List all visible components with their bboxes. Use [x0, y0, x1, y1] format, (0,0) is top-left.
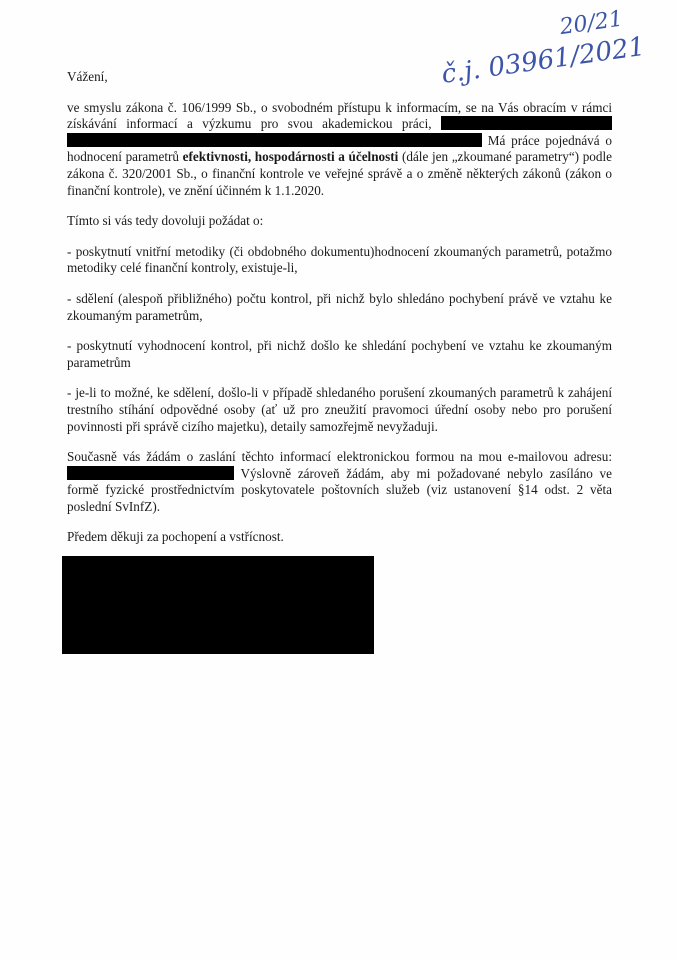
delivery-paragraph: [67, 449, 612, 515]
request-intro: Tímto si vás tedy dovoluji požádat o:: [67, 213, 264, 229]
intro-text-a: ve smyslu zákona č. 106/1999 Sb., o svobodném přístupu k informacím, se na Vás obracím v rámci získávání informací a výzkumu pro svou akademickou práci,: [67, 99, 612, 132]
intro-text-b: Má práce pojednává o hodnocení parametrů: [67, 132, 612, 165]
intro-bold-terms: efektivnosti, hospodárnosti a účelnosti: [182, 149, 399, 165]
handwritten-number: 20/21: [558, 6, 625, 41]
thanks-paragraph: Předem děkuji za pochopení a vstřícnost.: [67, 529, 284, 545]
redacted-email: [67, 466, 234, 480]
delivery-text-a: Současně vás žádám o zaslání těchto informací elektronickou formou na mou e-mailovou adresu:: [67, 449, 612, 465]
request-item-4: - je-li to možné, ke sdělení, došlo-li v případě shledaného porušení zkoumaných parametrů k zahájení trestního stíhání odpovědné osoby (ať už pro zneužití pravomoci úřední osoby nebo pro porušení povinnosti při správě cizího majetku), detaily samozřejmě nevyžaduji.: [67, 385, 612, 434]
handwritten-reference: č.j. 03961/2021: [439, 31, 647, 90]
intro-text-c: (dále jen „zkoumané parametry“) podle zákona č. 320/2001 Sb., o finanční kontrole ve veřejné správě a o změně některých zákonů (zákon o finanční kontrole), ve znění účinném k 1.1.2020.: [67, 149, 612, 198]
redacted-block: [67, 133, 482, 147]
request-item-3: - poskytnutí vyhodnocení kontrol, při nichž došlo ke shledání pochybení ve vztahu ke zkoumaným parametrům: [67, 338, 612, 370]
letter-body: [67, 69, 612, 591]
intro-paragraph: [67, 100, 612, 200]
request-item-2: - sdělení (alespoň přibližného) počtu kontrol, při nichž bylo shledáno pochybení právě ve vztahu ke zkoumaným parametrům,: [67, 290, 612, 323]
delivery-text-b: Výslovně zároveň žádám, aby mi požadované nebylo zasíláno ve formě fyzické prostřednictvím poskytovatele poštovních služeb (viz ustanovení §14 odst. 2 věta poslední SvInfZ).: [67, 465, 612, 514]
request-item-1: - poskytnutí vnitřní metodiky (či obdobného dokumentu)hodnocení zkoumaných parametrů, potažmo metodiky celé finanční kontroly, existuje-li,: [67, 243, 612, 276]
salutation: Vážení,: [67, 69, 108, 84]
redacted-signature-block: [62, 556, 374, 654]
redacted-block: [441, 116, 612, 130]
